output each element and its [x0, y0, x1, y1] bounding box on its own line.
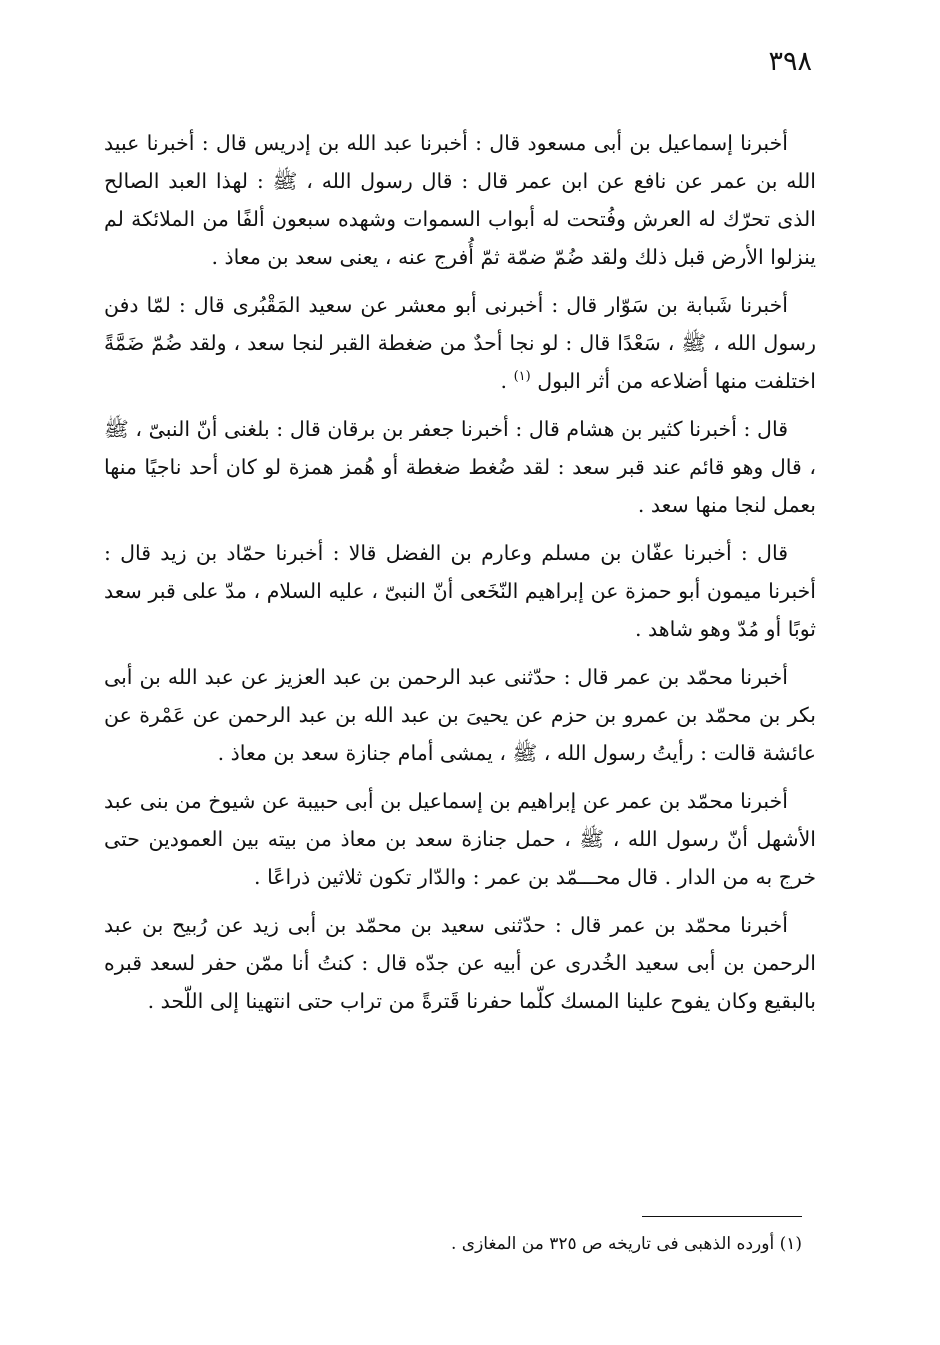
paragraph: قال : أخبرنا عفّان بن مسلم وعارم بن الفضل قالا : أخبرنا حمّاد بن زيد قال : أخبرنا ميمون أبو حمزة عن إبراهيم النّخَعى أنّ النبىّ ، عليه السلام ، مدّ على قبر سعد ثوبًا أو مُدّ وهو شاهد .: [104, 541, 816, 641]
paragraph: أخبرنا محمّد بن عمر قال : حدّثنى سعيد بن محمّد بن أبى زيد عن رُبيح بن عبد الرحمن بن أبى سعيد الخُدرى عن أبيه عن جدّه قال : كنتُ أنا ممّن حفر لسعد قبره بالبقيع وكان يفوح علينا المسك كلّما حفرنا قَترةً من تراب حتى انتهينا إلى اللّحد .: [104, 913, 816, 1013]
paragraph: [104, 286, 816, 400]
page-number: ٣٩٨: [768, 46, 812, 77]
paragraph: أخبرنا محمّد بن عمر قال : حدّثنى عبد الرحمن بن عبد العزيز عن عبد الله بن أبى بكر بن محمّد بن عمرو بن حزم عن يحيىَ بن عبد الله بن عبد الرحمن عن عَمْرة عن عائشة قالت : رأيتُ رسول الله ، ﷺ ، يمشى أمام جنازة سعد بن معاذ .: [104, 665, 816, 765]
paragraph-text: أخبرنا شَبابة بن سَوّار قال : أخبرنى أبو معشر عن سعيد المَقْبُرى قال : لمّا دفن رسول الله ، ﷺ ، سَعْدًا قال : لو نجا أحدٌ من ضغطة القبر لنجا سعد ، ولقد ضُمّ ضَمَّةً اختلفت منها أضلاعه من أثر البول: [104, 293, 816, 393]
paragraph: قال : أخبرنا كثير بن هشام قال : أخبرنا جعفر بن برقان قال : بلغنى أنّ النبىّ ، ﷺ ، قال وهو قائم عند قبر سعد : لقد ضُغط ضغطة أو هُمز همزة لو كان أحد ناجيًا منها بعمل لنجا منها سعد .: [104, 417, 816, 517]
paragraph: أخبرنا إسماعيل بن أبى مسعود قال : أخبرنا عبد الله بن إدريس قال : أخبرنا عبيد الله بن عمر عن نافع عن ابن عمر قال : قال رسول الله ، ﷺ : لهذا العبد الصالح الذى تحرّك له العرش وفُتحت له أبواب السموات وشهده سبعون ألفًا من الملائكة لم ينزلوا الأرض قبل ذلك ولقد ضُمّ ضمّة ثمّ أُفرج عنه ، يعنى سعد بن معاذ .: [104, 131, 816, 269]
footnote: (١) أورده الذهبى فى تاريخه ص ٣٢٥ من المغازى .: [450, 1234, 802, 1254]
footnote-divider: [642, 1216, 802, 1217]
paragraph: أخبرنا محمّد بن عمر عن إبراهيم بن إسماعيل بن أبى حبيبة عن شيوخ من بنى عبد الأشهل أنّ رسول الله ، ﷺ ، حمل جنازة سعد بن معاذ من بيته بين العمودين حتى خرج به من الدار . قال محـــمّد بن عمر : والدّار تكون ثلاثين ذراعًا .: [104, 789, 816, 889]
footnote-reference: (١): [513, 369, 531, 385]
paragraph-tail: .: [500, 369, 514, 393]
body-text: [104, 124, 816, 1020]
